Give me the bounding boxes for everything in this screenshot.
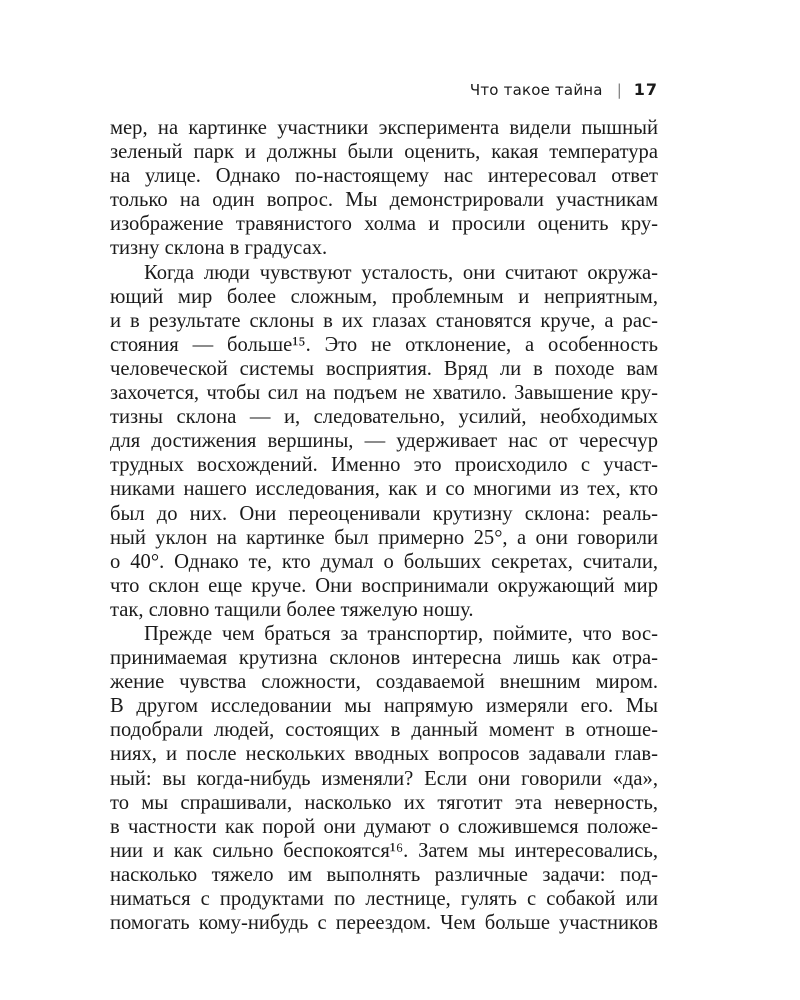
text-line: ный уклон на картинке был примерно 25°, а они говорили [110, 526, 658, 549]
paragraph [110, 261, 658, 622]
text-line: В другом исследовании мы напрямую измеряли его. Мы [110, 695, 658, 718]
text-line: Когда люди чувствуют усталость, они считают окружа- [144, 261, 658, 284]
text-line: трудных восхождений. Именно это происходило с участ- [110, 454, 658, 477]
text-line: нии и как сильно беспокоятся¹⁶. Затем мы интересовались, [110, 839, 658, 862]
text-line: подобрали людей, состоящих в данный момент в отноше- [110, 719, 658, 742]
text-line: захочется, чтобы сил на подъем не хватило. Завышение кру- [110, 382, 658, 405]
text-line: стояния — больше¹⁵. Это не отклонение, а особенность [110, 333, 658, 356]
text-line: изображение травянистого холма и просили оценить кру- [110, 213, 658, 236]
text-line: что склон еще круче. Они воспринимали окружающий мир [110, 574, 658, 597]
text-line: для достижения вершины, — удерживает нас от чересчур [110, 430, 658, 453]
text-line: тизну склона в градусах. [110, 237, 328, 260]
text-line: ниях, и после нескольких вводных вопросов задавали глав- [110, 743, 658, 766]
text-line: только на один вопрос. Мы демонстрировали участникам [110, 189, 658, 212]
text-line: ный: вы когда-нибудь изменяли? Если они говорили «да», [110, 767, 658, 790]
text-line: то мы спрашивали, насколько их тяготит эта неверность, [110, 791, 658, 814]
text-line: Прежде чем браться за транспортир, поймите, что вос- [144, 622, 658, 645]
chapter-title: Что такое тайна [469, 81, 603, 99]
text-line: на улице. Однако по-настоящему нас интересовал ответ [110, 165, 658, 188]
text-line: и в результате склоны в их глазах становятся круче, а рас- [110, 309, 658, 332]
text-line: ющий мир более сложным, проблемным и неприятным, [110, 285, 658, 308]
paragraph [110, 116, 658, 261]
text-line: мер, на картинке участники эксперимента видели пышный [110, 117, 658, 139]
header-separator: | [616, 81, 622, 99]
text-line: жение чувства сложности, создаваемой внешним миром. [110, 671, 658, 694]
text-line: никами нашего исследования, как и со многими из тех, кто [110, 478, 658, 501]
body-text [110, 116, 658, 935]
text-line: тизны склона — и, следовательно, усилий, необходимых [110, 406, 658, 429]
text-line: о 40°. Однако те, кто думал о больших секретах, считали, [110, 550, 658, 573]
text-line: принимаемая крутизна склонов интересна лишь как отра- [110, 647, 658, 670]
text-line: в частности как порой они думают о сложившемся положе- [110, 815, 658, 838]
text-line: был до них. Они переоценивали крутизну склона: реаль- [110, 502, 658, 525]
running-head [470, 80, 658, 99]
text-line: человеческой системы восприятия. Вряд ли в походе вам [110, 357, 658, 380]
text-line: ниматься с продуктами по лестнице, гулять с собакой или [110, 888, 658, 910]
paragraph [110, 622, 658, 935]
text-line: насколько тяжело им выполнять различные задачи: под- [110, 863, 658, 886]
text-line: зеленый парк и должны были оценить, какая температура [110, 141, 658, 164]
page-number: 17 [633, 80, 658, 99]
text-line: так, словно тащили более тяжелую ношу. [110, 598, 474, 621]
text-line: помогать кому-нибудь с переездом. Чем больше участников [110, 912, 658, 935]
